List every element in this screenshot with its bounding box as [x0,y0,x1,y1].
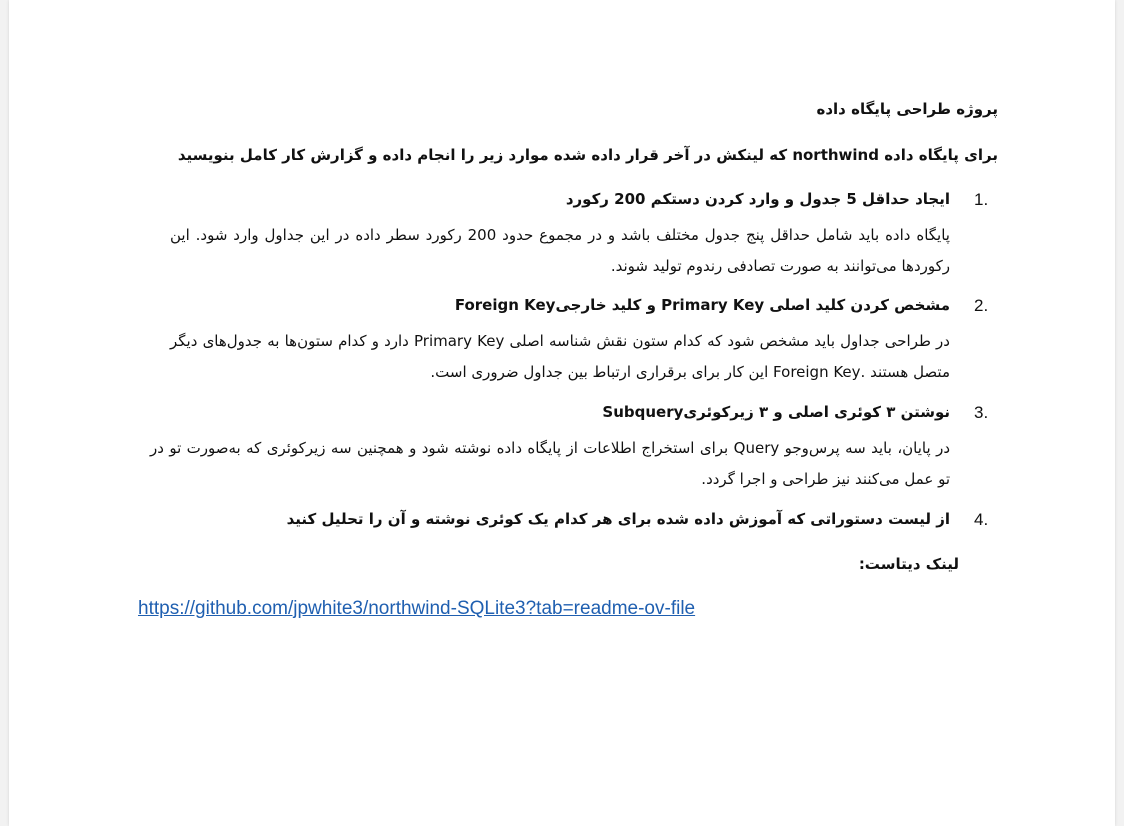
dataset-link-label: لینک دیتاست: [858,555,959,573]
list-item-heading: نوشتن ۳ کوئری اصلی و ۳ زیرکوئریSubquery [602,403,950,421]
list-number: 1. [974,190,989,209]
document-page [9,0,1115,826]
list-item-heading: مشخص کردن کلید اصلی Primary Key و کلید خارجیForeign Key [454,296,950,314]
list-item-body: در پایان، باید سه پرس‌وجو Query برای استخراج اطلاعات از پایگاه داده نوشته شود و همچنین سه زیرکوئری که به‌صورت تو در تو عمل می‌کنند نیز طراحی و اجرا گردد. [150,439,951,488]
document-intro: برای پایگاه داده northwind که لینکش در آخر قرار داده شده موارد زیر را انجام داده و گزارش کار کامل بنویسید [177,146,998,164]
document-title: پروژه طراحی پایگاه داده [816,100,998,118]
list-number: 2. [974,296,989,315]
list-item-3 [138,403,998,493]
dataset-link[interactable]: https://github.com/jpwhite3/northwind-SQLite3?tab=readme-ov-file [138,598,696,619]
list-item-2 [138,296,998,386]
list-item-heading: ایجاد حداقل 5 جدول و وارد کردن دستکم 200 رکورد [565,190,950,208]
list-item-heading: از لیست دستوراتی که آموزش داده شده برای هر کدام یک کوئری نوشته و آن را تحلیل کنید [286,510,950,528]
list-item-1 [138,190,998,280]
list-item-body: در طراحی جداول باید مشخص شود که کدام ستون نقش شناسه اصلی Primary Key دارد و کدام ستون‌ها به جدول‌های دیگر متصل هستند .Foreign Key این کار برای برقراری ارتباط بین جداول ضروری است. [170,332,950,381]
list-number: 3. [974,403,989,422]
list-item-body: پایگاه داده باید شامل حداقل پنج جدول مختلف باشد و در مجموع حدود 200 رکورد سطر داده در این جداول وارد شود. این رکوردها می‌توانند به صورت تصادفی رندوم تولید شوند. [170,226,950,275]
list-number: 4. [974,510,989,529]
list-item-4 [138,510,998,540]
